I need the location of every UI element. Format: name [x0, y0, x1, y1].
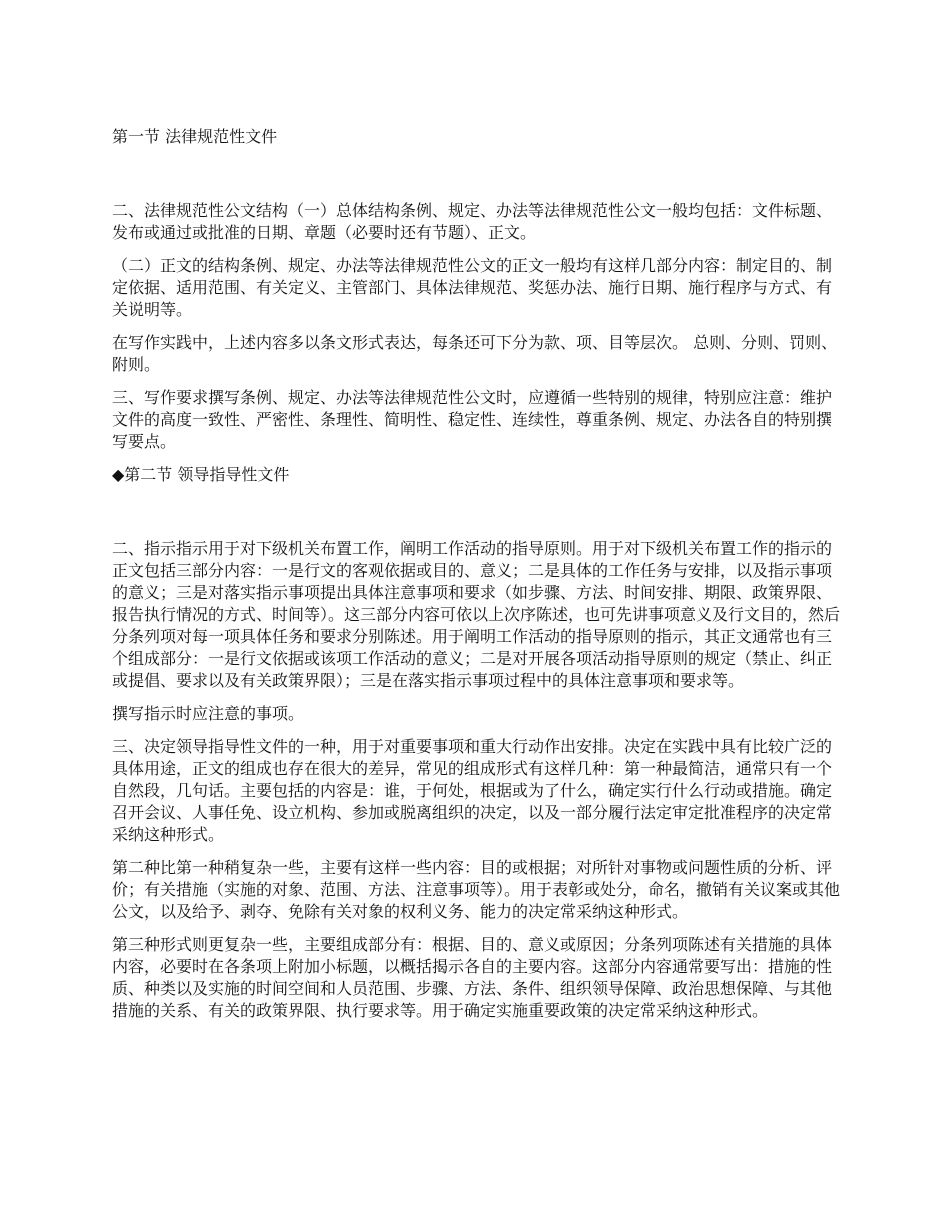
section-1-paragraph-2: （二）正文的结构条例、规定、办法等法律规范性公文的正文一般均有这样几部分内容：制定目的、制定依据、适用范围、有关定义、主管部门、具体法律规范、奖惩办法、施行日期、施行程序与方式、有关说明等。 — [112, 256, 833, 319]
section-2-paragraph-3: 三、决定领导指导性文件的一种，用于对重要事项和重大行动作出安排。决定在实践中具有比较广泛的具体用途，正文的组成也存在很大的差异，常见的组成形式有这样几种：第一种最简洁，通常只有一个自然段，几句话。主要包括的内容是：谁，于何处，根据或为了什么，确定实行什么行动或措施。确定召开会议、人事任免、设立机构、参加或脱离组织的决定，以及一部分履行法定审定批准程序的决定常采纳这种形式。 — [112, 737, 833, 844]
section-2-title: ◆第二节 领导指导性文件 — [112, 465, 290, 484]
section-1-title: 第一节 法律规范性文件 — [112, 127, 278, 146]
document-page — [112, 126, 842, 1033]
section-2-paragraph-1: 二、指示指示用于对下级机关布置工作，阐明工作活动的指导原则。用于对下级机关布置工作的指示的正文包括三部分内容：一是行文的客观依据或目的、意义；二是具体的工作任务与安排，以及指示事项的意义；三是对落实指示事项提出具体注意事项和要求（如步骤、方法、时间安排、期限、政策界限、报告执行情况的方式、时间等）。这三部分内容可依以上次序陈述，也可先讲事项意义及行文目的，然后分条列项对每一项具体任务和要求分别陈述。用于阐明工作活动的指导原则的指示，其正文通常也有三个组成部分：一是行文依据或该项工作活动的意义；二是对开展各项活动指导原则的规定（禁止、纠正或提倡、要求以及有关政策界限）；三是在落实指示事项过程中的具体注意事项和要求等。 — [112, 539, 841, 690]
section-1-paragraph-4: 三、写作要求撰写条例、规定、办法等法律规范性公文时，应遵循一些特别的规律，特别应注意：维护文件的高度一致性、严密性、条理性、简明性、稳定性、连续性，尊重条例、规定、办法各自的特别撰写要点。 — [112, 388, 833, 451]
section-2-paragraph-5: 第三种形式则更复杂一些，主要组成部分有：根据、目的、意义或原因；分条列项陈述有关措施的具体内容，必要时在各条项上附加小标题，以概括揭示各自的主要内容。这部分内容通常要写出：措施的性质、种类以及实施的时间空间和人员范围、步骤、方法、条件、组织领导保障、政治思想保障、与其他措施的关系、有关的政策界限、执行要求等。用于确定实施重要政策的决定常采纳这种形式。 — [112, 935, 833, 1020]
section-2-paragraph-2: 撰写指示时应注意的事项。 — [112, 704, 305, 723]
section-1-paragraph-3: 在写作实践中，上述内容多以条文形式表达，每条还可下分为款、项、目等层次。 总则、分则、罚则、附则。 — [112, 333, 838, 374]
section-2-paragraph-4: 第二种比第一种稍复杂一些，主要有这样一些内容：目的或根据；对所针对事物或问题性质的分析、评价；有关措施（实施的对象、范围、方法、注意事项等）。用于表彰或处分，命名，撤销有关议案或其他公文，以及给予、剥夺、免除有关对象的权利义务、能力的决定常采纳这种形式。 — [112, 858, 841, 921]
section-1-paragraph-1: 二、法律规范性公文结构（一）总体结构条例、规定、办法等法律规范性公文一般均包括：文件标题、发布或通过或批准的日期、章题（必要时还有节题）、正文。 — [112, 201, 833, 242]
